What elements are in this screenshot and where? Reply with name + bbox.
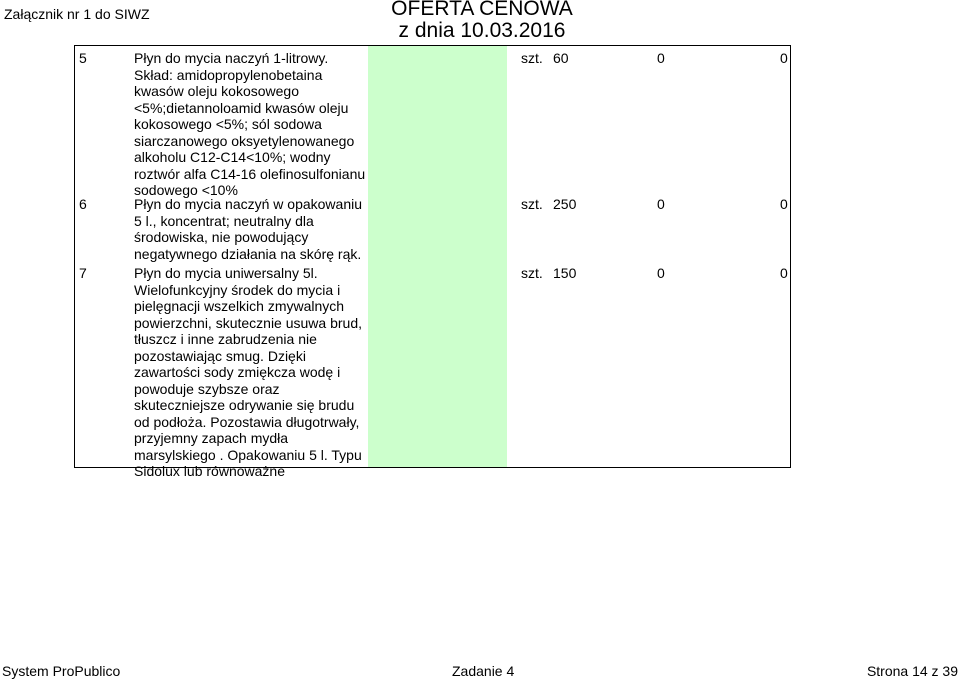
row-number: 6 bbox=[79, 196, 87, 212]
row-quantity: 60 bbox=[553, 50, 569, 66]
row-unit: szt. bbox=[521, 265, 543, 281]
row-value-2: 0 bbox=[780, 196, 788, 212]
row-description: Płyn do mycia uniwersalny 5l. Wielofunkcyjny środek do mycia i pielęgnacji wszelkich zmywalnych powierzchni, skutecznie usuwa brud, tłuszcz i inne zabrudzenia nie pozostawiając smug. Dzięki zawartości sody zmiękcza wodę i powoduje szybsze oraz skuteczniejsze odrywanie się brudu od podłoża. Pozostawia długotrwały, przyjemny zapach mydła marsylskiego . Opakowaniu 5 l. Typu Sidolux lub równoważne bbox=[134, 265, 363, 479]
row-description: Płyn do mycia naczyń 1-litrowy. Skład: amidopropylenobetaina kwasów oleju kokosowego <5%;dietannoloamid kwasów oleju kokosowego <5%; sól sodowa siarczanowego oksyetylenowanego alkoholu C12-C14<10%; wodny roztwór alfa C14-16 olefinosulfonianu sodowego <10% bbox=[134, 50, 366, 198]
footer-system: System ProPublico bbox=[2, 663, 121, 679]
row-value-2: 0 bbox=[780, 50, 788, 66]
row-value-2: 0 bbox=[780, 265, 788, 281]
footer-task: Zadanie 4 bbox=[452, 663, 515, 679]
row-value-1: 0 bbox=[657, 196, 665, 212]
row-value-1: 0 bbox=[657, 50, 665, 66]
offer-table bbox=[74, 45, 791, 479]
row-quantity: 250 bbox=[553, 196, 577, 212]
row-value-1: 0 bbox=[657, 265, 665, 281]
document-title bbox=[382, 0, 582, 42]
footer-page-number: Strona 14 z 39 bbox=[866, 663, 958, 679]
row-quantity: 150 bbox=[553, 265, 577, 281]
price-column-highlight bbox=[368, 46, 507, 467]
attachment-label: Załącznik nr 1 do SIWZ bbox=[4, 6, 150, 22]
row-unit: szt. bbox=[521, 196, 543, 212]
row-number: 7 bbox=[79, 265, 87, 281]
title-line-2: z dnia 10.03.2016 bbox=[398, 19, 566, 42]
row-number: 5 bbox=[79, 50, 87, 66]
row-description: Płyn do mycia naczyń w opakowaniu 5 l., koncentrat; neutralny dla środowiska, nie powodujący negatywnego działania na skórę rąk. bbox=[134, 196, 363, 262]
title-line-1: OFERTA CENOWA bbox=[391, 0, 573, 20]
row-unit: szt. bbox=[521, 50, 543, 66]
